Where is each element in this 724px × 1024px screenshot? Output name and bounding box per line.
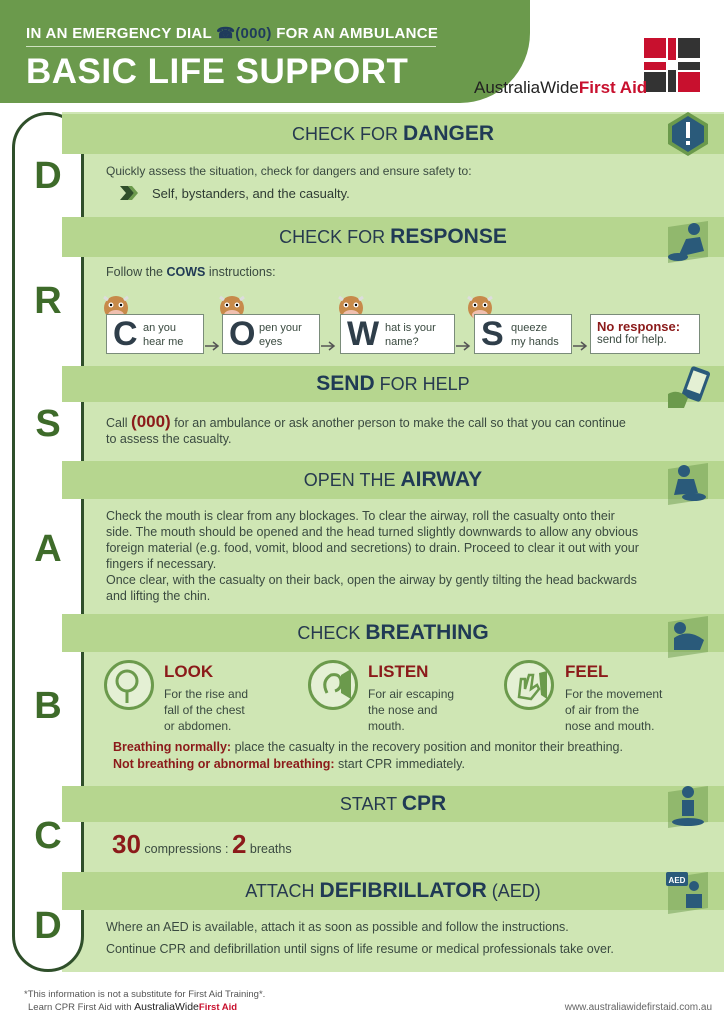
airway-person-icon: [664, 459, 712, 507]
breathing-normal-text: place the casualty in the recovery position and monitor their breathing.: [234, 740, 623, 754]
cows-step-o: [222, 314, 320, 354]
response-header: [62, 217, 724, 257]
letter-d2: D: [34, 905, 62, 947]
look-title: LOOK: [164, 662, 214, 681]
emergency-prefix: IN AN EMERGENCY DIAL: [26, 25, 212, 42]
listen-line3: mouth.: [368, 719, 405, 733]
listen-line2: the nose and: [368, 703, 438, 717]
defib-head-light: ATTACH: [245, 881, 315, 901]
send-text-line1: for an ambulance or ask another person to make the call so that you can continue: [174, 416, 626, 430]
arrow-right-icon: [205, 340, 221, 352]
no-response-box: [590, 314, 700, 354]
breathing-head-bold: BREATHING: [365, 621, 489, 644]
send-text-prefix: Call: [106, 416, 128, 430]
logo-part2: First Aid: [578, 78, 648, 97]
compressions-number: 30: [112, 829, 141, 859]
footer-url[interactable]: www.australiawidefirstaid.com.au: [564, 1002, 712, 1013]
listen-line1: For air escaping: [368, 687, 455, 701]
cows-line2: my hands: [511, 336, 559, 348]
airway-header: [62, 461, 724, 499]
cows-letter: W: [347, 315, 380, 353]
send-text-line2: to assess the casualty.: [106, 432, 232, 446]
airway-line: foreign material (e.g. food, vomit, blood and secretions) to drain. Proceed to clear it out with your: [106, 541, 639, 555]
look-line2: fall of the chest: [164, 703, 245, 717]
logo-cross-icon: [644, 38, 700, 92]
cows-word: [511, 321, 559, 349]
chevron-right-icon: [120, 186, 140, 200]
send-header: [62, 366, 724, 402]
listen-title: LISTEN: [368, 662, 429, 681]
cows-letter: S: [481, 315, 504, 353]
danger-text: Quickly assess the situation, check for dangers and ensure safety to:: [106, 164, 472, 178]
cows-line1: hat is your: [385, 322, 436, 334]
breaths-number: 2: [231, 829, 247, 859]
danger-header: [62, 114, 724, 154]
cows-step-c: [106, 314, 204, 354]
airway-line: side. The mouth should be opened and the head turned slightly downwards to allow any obvious: [106, 525, 639, 539]
header: [0, 0, 724, 103]
footer-brand2: First Aid: [198, 1002, 238, 1013]
response-head-light: CHECK FOR: [279, 227, 386, 247]
breathing-normal-bold: Breathing normally:: [113, 740, 232, 754]
airway-line: Check the mouth is clear from any blockages. To clear the airway, roll the casualty onto their: [106, 509, 615, 523]
logo-wordmark: [474, 78, 647, 98]
cows-line1: an you: [143, 322, 177, 334]
send-number: (000): [131, 412, 171, 431]
danger-head-bold: DANGER: [403, 122, 495, 145]
airway-line: fingers if necessary.: [106, 557, 217, 571]
defib-line2: Continue CPR and defibrillation until signs of life resume or medical professionals take over.: [106, 942, 614, 956]
logo-part1: AustraliaWide: [474, 78, 579, 97]
danger-head-light: CHECK FOR: [291, 124, 398, 144]
cpr-person-icon: [664, 782, 712, 830]
look-line1: For the rise and: [164, 687, 249, 701]
arrow-right-icon: [456, 340, 472, 352]
letter-r: R: [34, 280, 62, 322]
cows-word: [143, 321, 183, 349]
arrow-right-icon: [573, 340, 589, 352]
emergency-line: [26, 24, 438, 42]
magnifier-icon: [104, 660, 154, 710]
breathing-header: [62, 614, 724, 652]
cpr-header: [62, 786, 724, 822]
look-line3: or abdomen.: [164, 719, 232, 733]
cpr-ratio: [112, 830, 292, 863]
footer-disclaimer: [24, 988, 265, 1014]
send-text: [106, 414, 626, 447]
response-head-bold: RESPONSE: [390, 225, 507, 248]
listen-text: [368, 686, 454, 734]
defib-line1: Where an AED is available, attach it as soon as possible and follow the instructions.: [106, 920, 569, 934]
cows-intro-prefix: Follow the: [106, 265, 163, 279]
footer-note1: *This information is not a substitute for First Aid Training*.: [24, 989, 266, 1000]
phone-icon: ☎: [216, 25, 236, 42]
letter-d: D: [34, 155, 62, 197]
feel-line2: of air from the: [565, 703, 640, 717]
airway-line: Once clear, with the casualty on their back, open the airway by gently tilting the head backwards: [106, 573, 637, 587]
footer-brand1: AustraliaWide: [134, 1001, 199, 1013]
phone-call-icon: [664, 364, 712, 412]
no-response-title: No response:: [597, 319, 681, 334]
feel-line3: nose and mouth.: [565, 719, 655, 733]
cows-step-w: [340, 314, 455, 354]
no-response-text: send for help.: [597, 334, 667, 346]
send-head-light: FOR HELP: [379, 374, 470, 394]
hand-feel-icon: [504, 660, 554, 710]
airway-line: and lifting the chin.: [106, 589, 211, 603]
look-text: [164, 686, 248, 734]
defib-header: [62, 872, 724, 910]
cows-letter: C: [113, 315, 138, 353]
danger-bullet: Self, bystanders, and the casualty.: [152, 186, 350, 201]
letter-a: A: [34, 528, 62, 570]
cpr-head-light: START: [339, 794, 397, 814]
cpr-head-bold: CPR: [401, 792, 447, 815]
cows-word: [259, 321, 302, 349]
aed-icon: [664, 868, 712, 916]
feel-title: FEEL: [565, 662, 609, 681]
cows-line2: name?: [385, 336, 419, 348]
cows-line1: queeze: [511, 322, 548, 334]
warning-icon: [664, 110, 712, 158]
airway-text: [106, 508, 706, 604]
breathing-person-icon: [664, 612, 712, 660]
breathing-abnormal: [113, 756, 465, 772]
aed-label: AED: [668, 876, 686, 885]
ear-icon: [308, 660, 358, 710]
send-head-bold: SEND: [316, 372, 375, 395]
airway-head-bold: AIRWAY: [400, 468, 483, 491]
compressions-label: compressions :: [144, 842, 229, 856]
emergency-suffix: FOR AN AMBULANCE: [276, 25, 439, 42]
cows-line2: eyes: [259, 336, 283, 348]
arrow-right-icon: [321, 340, 337, 352]
cows-line1: pen your: [259, 322, 302, 334]
header-divider: [26, 46, 436, 47]
breathing-head-light: CHECK: [297, 623, 361, 643]
cows-word: [385, 321, 436, 349]
page-title: BASIC LIFE SUPPORT: [26, 52, 409, 91]
cows-intro-suffix: instructions:: [208, 265, 276, 279]
letter-b: B: [34, 685, 62, 727]
cows-intro-bold: COWS: [166, 265, 206, 279]
feel-line1: For the movement: [565, 687, 663, 701]
footer-note2: Learn CPR First Aid with: [28, 1002, 132, 1013]
cows-letter: O: [229, 315, 256, 353]
cows-line2: hear me: [143, 336, 184, 348]
defib-head-suffix: (AED): [491, 881, 541, 901]
breathing-normal: [113, 739, 623, 755]
response-person-icon: [664, 217, 712, 265]
cows-intro: [106, 264, 276, 280]
breathing-abnormal-text: start CPR immediately.: [338, 757, 465, 771]
feel-text: [565, 686, 662, 734]
airway-head-light: OPEN THE: [303, 470, 396, 490]
defib-head-bold: DEFIBRILLATOR: [319, 879, 487, 902]
breaths-label: breaths: [249, 842, 292, 856]
breathing-abnormal-bold: Not breathing or abnormal breathing:: [113, 757, 335, 771]
emergency-number: (000): [235, 25, 272, 42]
letter-c: C: [34, 815, 62, 857]
cows-step-s: [474, 314, 572, 354]
letter-s: S: [35, 403, 61, 445]
